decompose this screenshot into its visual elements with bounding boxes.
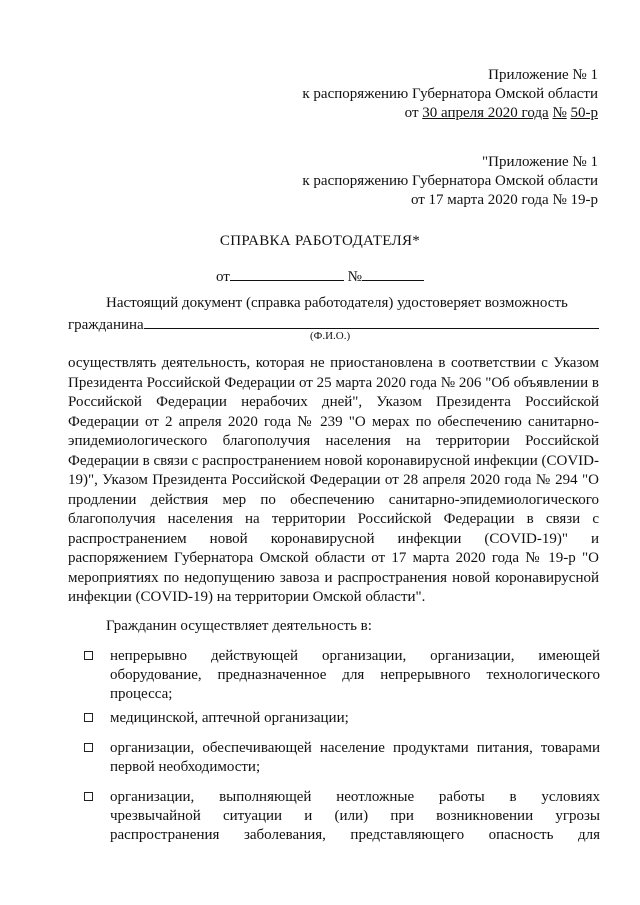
date-number-line (216, 266, 424, 287)
option-label: организации, обеспечивающей население продуктами питания, товарами первой необходимости; (110, 740, 600, 775)
annex-date: 30 апреля 2020 года (422, 105, 549, 121)
annex-date-prefix: от (404, 105, 423, 121)
annex-reference: к распоряжению Губернатора Омской области (302, 86, 598, 102)
intro-paragraph: Настоящий документ (справка работодателя) удостоверяет возможность (106, 295, 568, 311)
annex-header-old (302, 153, 598, 210)
annex-date-line (302, 104, 598, 123)
checkbox[interactable] (84, 651, 93, 660)
fio-field[interactable] (144, 314, 599, 329)
option-line: чрезвычайной ситуации и (или) при возникновении угрозы (110, 808, 600, 824)
fio-caption: (Ф.И.О.) (310, 330, 351, 342)
option-label: непрерывно действующей организации, организации, имеющей оборудование, предназначенное для непрерывного технологического процесса; (110, 648, 600, 702)
annex-old-title: "Приложение № 1 (482, 154, 598, 170)
from-label: от (216, 269, 230, 285)
citizen-label: гражданина (68, 317, 144, 333)
number-field[interactable] (362, 266, 424, 281)
annex-title: Приложение № 1 (488, 67, 598, 83)
date-field[interactable] (230, 266, 344, 281)
annex-header-new (302, 66, 598, 123)
option-label (110, 788, 600, 845)
annex-number-sign: № (552, 105, 567, 121)
option-medical-organization (84, 709, 600, 728)
document-title: СПРАВКА РАБОТОДАТЕЛЯ* (219, 233, 421, 249)
option-continuous-organization (84, 647, 600, 704)
annex-old-reference: к распоряжению Губернатора Омской области (302, 173, 598, 189)
checkbox[interactable] (84, 713, 93, 722)
activity-lead: Гражданин осуществляет деятельность в: (106, 618, 372, 634)
option-line: организации, выполняющей неотложные работы в условиях (110, 789, 600, 805)
number-label: № (347, 269, 362, 285)
body-paragraph: осуществлять деятельность, которая не приостановлена в соответствии с Указом Президента Российской Федерации от 25 марта 2020 года № 206 "Об объявлении в Российской Федерации нерабочих дней", Указом Президента Российской Федерации от 2 апреля 2020 года № 239 "О мерах по обеспечению санитарно-эпидемиологического благополучия населения на территории Российской Федерации в связи с распространением новой коронавирусной инфекции (COVID-19)", Указом Президента Российской Федерации от 28 апреля 2020 года № 294 "О продлении действия мер по обеспечению санитарно-эпидемиологического благополучия населения на территории Российской Федерации в связи с распространением новой коронавирусной инфекции (COVID-19)" и распоряжением Губернатора Омской области от 17 марта 2020 года № 19-р "О мероприятиях по недопущению завоза и распространения новой коронавирусной инфекции (COVID-19) на территории Омской области". (68, 355, 599, 605)
option-label: медицинской, аптечной организации; (110, 710, 349, 726)
option-food-organization (84, 739, 600, 777)
option-line: распространения заболевания, представляющего опасность для (110, 827, 600, 843)
checkbox[interactable] (84, 743, 93, 752)
annex-old-date-line: от 17 марта 2020 года № 19-р (410, 192, 598, 208)
annex-number: 50-р (570, 105, 598, 121)
checkbox[interactable] (84, 792, 93, 801)
option-emergency-organization (84, 788, 600, 845)
